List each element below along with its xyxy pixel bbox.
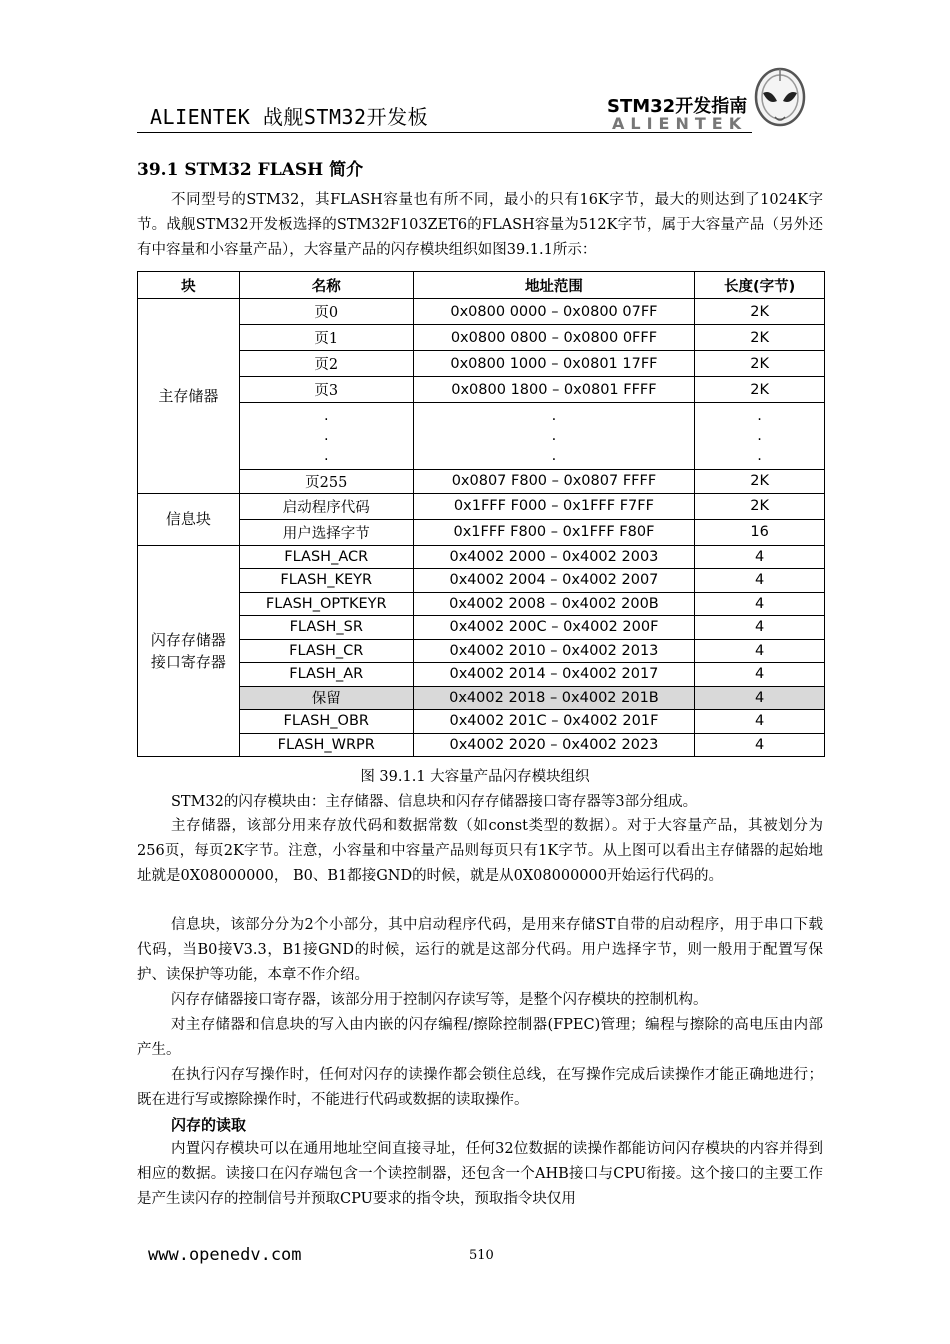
header-rule <box>137 132 752 133</box>
cell-range: 0x4002 2004 – 0x4002 2007 <box>413 569 695 593</box>
cell-range: 0x4002 2010 – 0x4002 2013 <box>413 639 695 663</box>
group-info-block: 信息块 <box>138 493 240 545</box>
cell-length: 4 <box>695 733 825 757</box>
cell-name: FLASH_WRPR <box>239 733 413 757</box>
table-row <box>138 639 825 663</box>
cell-length: 16 <box>695 519 825 545</box>
table-row <box>138 351 825 377</box>
table-row <box>138 299 825 325</box>
cell-name: 用户选择字节 <box>239 519 413 545</box>
cell-length: 2K <box>695 299 825 325</box>
group-main-memory: 主存储器 <box>138 299 240 494</box>
ellipsis-cell: . . . <box>239 403 413 470</box>
cell-name: FLASH_OBR <box>239 710 413 734</box>
cell-length: 4 <box>695 686 825 710</box>
cell-name: 页1 <box>239 325 413 351</box>
cell-range: 0x1FFF F000 – 0x1FFF F7FF <box>413 493 695 519</box>
cell-range: 0x0800 1800 – 0x0801 FFFF <box>413 377 695 403</box>
cell-range: 0x0807 F800 – 0x0807 FFFF <box>413 470 695 494</box>
header-cell-block: 块 <box>138 272 240 299</box>
figure-caption: 图 39.1.1 大容量产品闪存模块组织 <box>360 769 590 785</box>
paragraph-7: 内置闪存模块可以在通用地址空间直接寻址，任何32位数据的读操作都能访问闪存模块的内容并得到相应的数据。读接口在闪存端包含一个读控制器，还包含一个AHB接口与CPU衔接。这个接口的主要工作是产生读闪存的控制信号并预取CPU要求的指令块，预取指令块仅用 <box>137 1141 823 1207</box>
cell-name: 页2 <box>239 351 413 377</box>
cell-name: 保留 <box>239 686 413 710</box>
cell-name: FLASH_OPTKEYR <box>239 592 413 616</box>
paragraph-5: 对主存储器和信息块的写入由内嵌的闪存编程/擦除控制器(FPEC)管理；编程与擦除的高电压由内部产生。 <box>137 1017 823 1058</box>
cell-length: 4 <box>695 639 825 663</box>
paragraph-4: 闪存存储器接口寄存器，该部分用于控制闪存读写等，是整个闪存模块的控制机构。 <box>171 992 708 1008</box>
ellipsis-cell: . . . <box>695 403 825 470</box>
subheading-flash-read: 闪存的读取 <box>171 1116 247 1134</box>
cell-length: 2K <box>695 325 825 351</box>
page-number: 510 <box>469 1248 494 1263</box>
table-header-row <box>138 272 825 299</box>
cell-range: 0x4002 201C – 0x4002 201F <box>413 710 695 734</box>
table-row <box>138 616 825 640</box>
cell-name: FLASH_AR <box>239 663 413 687</box>
cell-length: 4 <box>695 616 825 640</box>
cell-length: 4 <box>695 569 825 593</box>
cell-length: 4 <box>695 710 825 734</box>
section-title: 39.1 STM32 FLASH 简介 <box>137 160 364 180</box>
table-row <box>138 710 825 734</box>
cell-range: 0x0800 0000 – 0x0800 07FF <box>413 299 695 325</box>
header-left-title: ALIENTEK 战舰STM32开发板 <box>150 105 429 129</box>
paragraph-6: 在执行闪存写操作时，任何对闪存的读操作都会锁住总线，在写操作完成后读操作才能正确地进行；既在进行写或擦除操作时，不能进行代码或数据的读取操作。 <box>137 1067 823 1108</box>
cell-length: 2K <box>695 377 825 403</box>
table-row <box>138 493 825 519</box>
ellipsis-row <box>138 403 825 470</box>
table-row <box>138 470 825 494</box>
cell-name: FLASH_CR <box>239 639 413 663</box>
cell-range: 0x0800 1000 – 0x0801 17FF <box>413 351 695 377</box>
cell-range: 0x0800 0800 – 0x0800 0FFF <box>413 325 695 351</box>
paragraph-1: STM32的闪存模块由：主存储器、信息块和闪存存储器接口寄存器等3部分组成。 <box>171 794 698 810</box>
header-right-title: STM32开发指南 <box>607 96 748 117</box>
cell-range: 0x4002 2008 – 0x4002 200B <box>413 592 695 616</box>
cell-range: 0x1FFF F800 – 0x1FFF F80F <box>413 519 695 545</box>
table-row <box>138 325 825 351</box>
ellipsis-cell: . . . <box>413 403 695 470</box>
cell-range: 0x4002 2000 – 0x4002 2003 <box>413 545 695 569</box>
paragraph-3: 信息块，该部分分为2个小部分，其中启动程序代码，是用来存储ST自带的启动程序，用于串口下载代码，当B0接V3.3，B1接GND的时候，运行的就是这部分代码。用户选择字节，则一般用于配置写保护、读保护等功能，本章不作介绍。 <box>137 917 823 983</box>
cell-length: 4 <box>695 663 825 687</box>
cell-range: 0x4002 2018 – 0x4002 201B <box>413 686 695 710</box>
cell-name: FLASH_SR <box>239 616 413 640</box>
table-row <box>138 733 825 757</box>
cell-name: 页3 <box>239 377 413 403</box>
cell-length: 2K <box>695 470 825 494</box>
cell-name: 页0 <box>239 299 413 325</box>
header-brand: ALIENTEK <box>612 114 748 133</box>
alien-head-icon <box>753 67 807 133</box>
cell-name: FLASH_KEYR <box>239 569 413 593</box>
cell-length: 4 <box>695 592 825 616</box>
cell-length: 2K <box>695 351 825 377</box>
table-row <box>138 519 825 545</box>
cell-length: 2K <box>695 493 825 519</box>
footer-url: www.openedv.com <box>148 1245 302 1265</box>
table-row <box>138 377 825 403</box>
group-interface-registers: 闪存存储器 接口寄存器 <box>138 545 240 757</box>
header-cell-length: 长度(字节) <box>695 272 825 299</box>
cell-name: 启动程序代码 <box>239 493 413 519</box>
cell-range: 0x4002 200C – 0x4002 200F <box>413 616 695 640</box>
flash-organization-table <box>137 271 825 757</box>
cell-length: 4 <box>695 545 825 569</box>
table-row-reserved <box>138 686 825 710</box>
table-row <box>138 663 825 687</box>
header-cell-name: 名称 <box>239 272 413 299</box>
cell-name: FLASH_ACR <box>239 545 413 569</box>
table-row <box>138 569 825 593</box>
cell-name: 页255 <box>239 470 413 494</box>
table-row <box>138 545 825 569</box>
cell-range: 0x4002 2020 – 0x4002 2023 <box>413 733 695 757</box>
table-row <box>138 592 825 616</box>
cell-range: 0x4002 2014 – 0x4002 2017 <box>413 663 695 687</box>
header-cell-address: 地址范围 <box>413 272 695 299</box>
intro-paragraph: 不同型号的STM32，其FLASH容量也有所不同，最小的只有16K字节，最大的则达到了1024K字节。战舰STM32开发板选择的STM32F103ZET6的FLASH容量为512K字节，属于大容量产品（另外还有中容量和小容量产品），大容量产品的闪存模块组织如图39.1.1所示： <box>137 192 823 258</box>
paragraph-2: 主存储器，该部分用来存放代码和数据常数（如const类型的数据）。对于大容量产品，其被划分为256页，每页2K字节。注意，小容量和中容量产品则每页只有1K字节。从上图可以看出主存储器的起始地址就是0X08000000， B0、B1都接GND的时候，就是从0X08000000开始运行代码的。 <box>137 818 823 884</box>
